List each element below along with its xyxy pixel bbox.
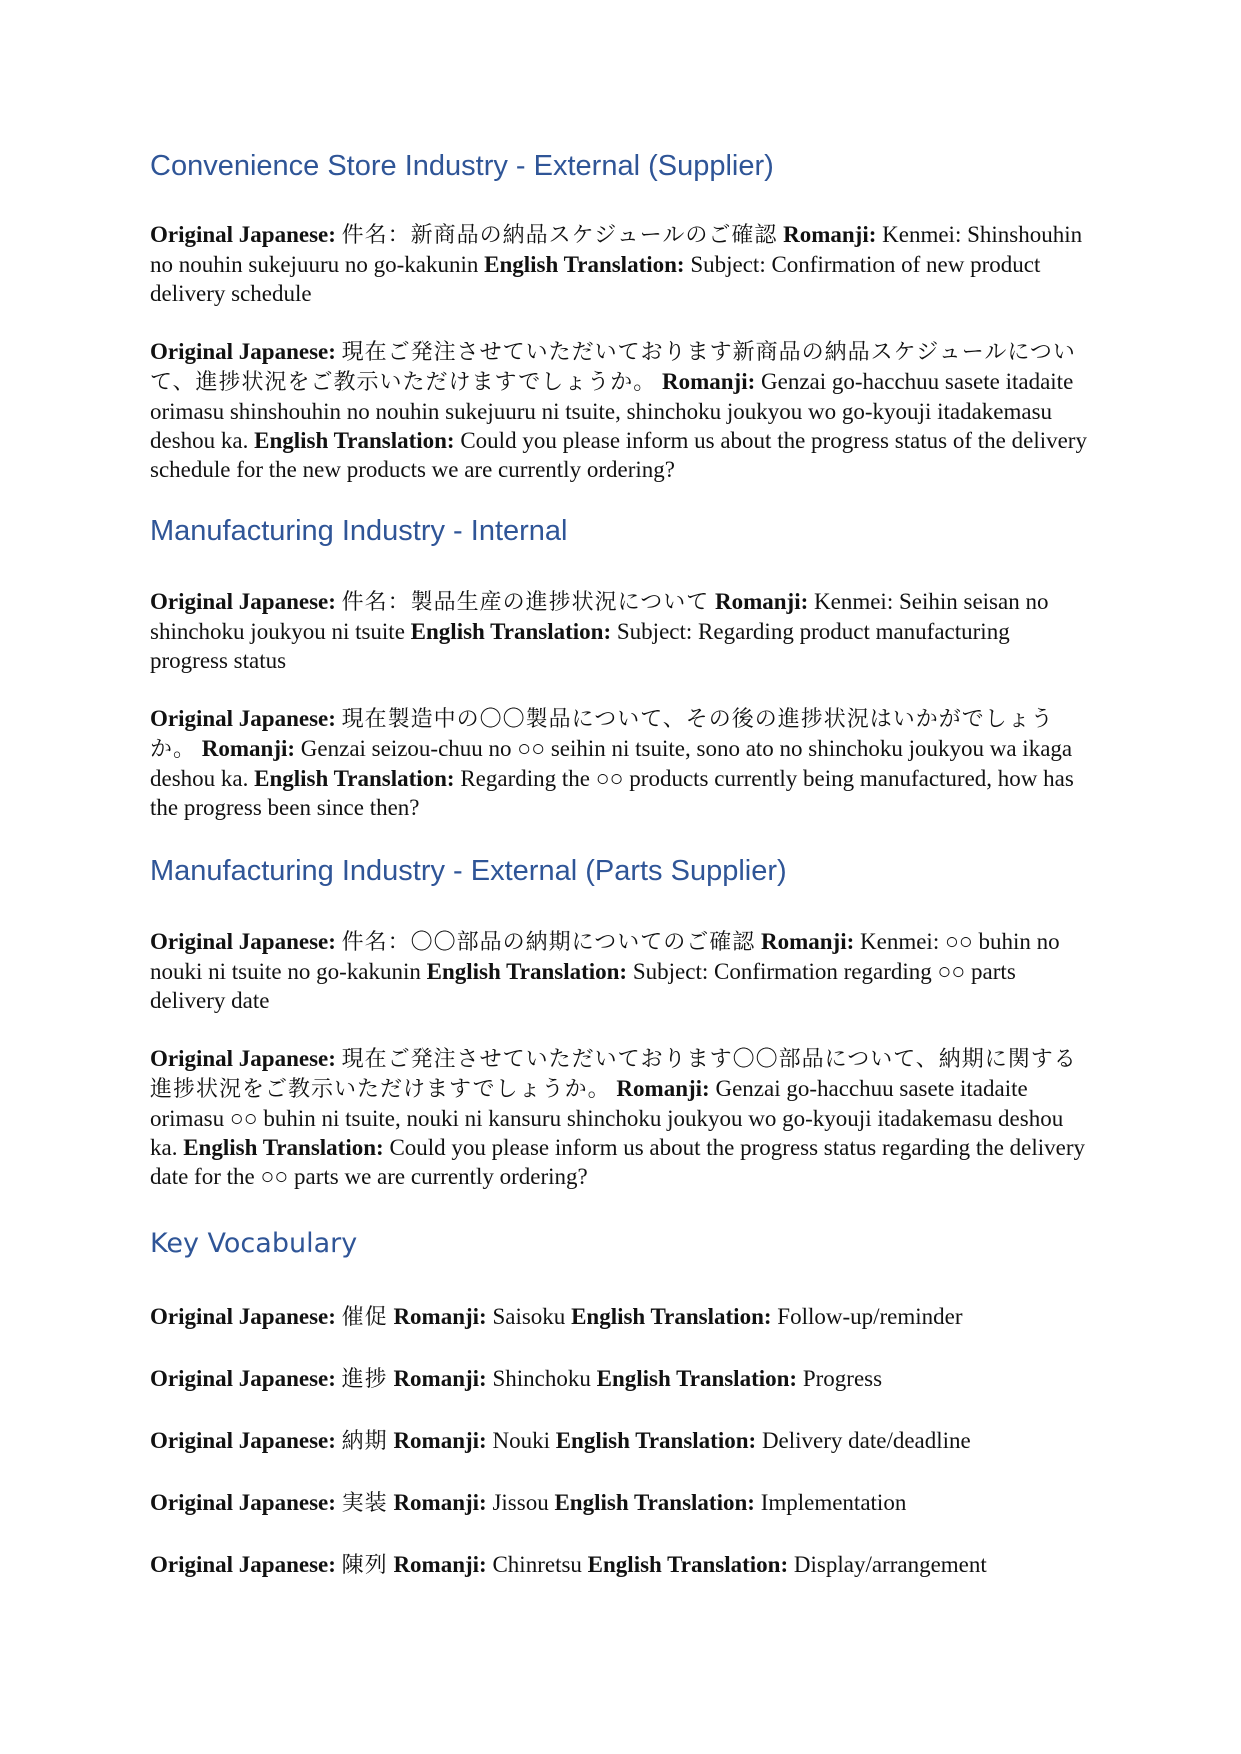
english-text: Regarding the ○○ products currently being manufactured, how has the progress been since then? bbox=[150, 766, 1074, 820]
english-text: Implementation bbox=[760, 1490, 907, 1515]
vocab-entry bbox=[150, 1364, 1090, 1394]
original-label: Original Japanese: bbox=[150, 1490, 336, 1515]
romanji-label: Romanji: bbox=[783, 222, 877, 247]
japanese-text: 件名：製品生産の進捗状況について bbox=[341, 590, 710, 615]
romanji-text: Genzai seizou-chuu no ○○ seihin ni tsuite, sono ato no shinchoku joukyou wa ikaga deshou ka. bbox=[150, 736, 1073, 791]
english-text: Display/arrangement bbox=[793, 1552, 987, 1577]
romanji-label: Romanji: bbox=[714, 589, 809, 614]
english-text: Could you please inform us about the progress status of the delivery schedule for the new products we are currently ordering? bbox=[150, 428, 1087, 482]
english-text: Delivery date/deadline bbox=[761, 1428, 971, 1453]
original-label: Original Japanese: bbox=[150, 339, 336, 364]
original-label: Original Japanese: bbox=[150, 1046, 336, 1071]
original-label: Original Japanese: bbox=[150, 1366, 336, 1391]
romanji-text: Kenmei: Shinshouhin no nouhin sukejuuru no go-kakunin bbox=[150, 222, 1083, 277]
phrase-entry bbox=[150, 927, 1090, 1015]
romanji-text: Saisoku bbox=[492, 1304, 566, 1329]
romanji-text: Jissou bbox=[492, 1490, 549, 1515]
japanese-text: 件名：〇〇部品の納期についてのご確認 bbox=[341, 930, 756, 955]
japanese-text: 催促 bbox=[341, 1305, 388, 1330]
original-label: Original Japanese: bbox=[150, 706, 336, 731]
phrase-entry bbox=[150, 220, 1090, 308]
romanji-label: Romanji: bbox=[201, 736, 296, 761]
romanji-text: Kenmei: ○○ buhin no nouki ni tsuite no go-kakunin bbox=[150, 929, 1060, 984]
english-text: Follow-up/reminder bbox=[777, 1304, 963, 1329]
original-label: Original Japanese: bbox=[150, 222, 336, 247]
romanji-text: Genzai go-hacchuu sasete itadaite orimasu ○○ buhin ni tsuite, nouki ni kansuru shinchoku joukyou wo go-kyouji itadakemasu deshou ka. bbox=[150, 1076, 1064, 1160]
romanji-label: Romanji: bbox=[393, 1366, 487, 1391]
english-text: Progress bbox=[802, 1366, 883, 1391]
english-text: Subject: Confirmation regarding ○○ parts delivery date bbox=[150, 959, 1016, 1013]
romanji-text: Nouki bbox=[492, 1428, 550, 1453]
romanji-text: Shinchoku bbox=[492, 1366, 591, 1391]
original-label: Original Japanese: bbox=[150, 589, 336, 614]
romanji-text: Genzai go-hacchuu sasete itadaite orimasu shinshouhin no nouhin sukejuuru ni tsuite, shinchoku joukyou wo go-kyouji itadakemasu deshou ka. bbox=[150, 369, 1074, 453]
romanji-label: Romanji: bbox=[393, 1490, 487, 1515]
phrase-entry bbox=[150, 587, 1090, 675]
romanji-label: Romanji: bbox=[616, 1076, 710, 1101]
original-label: Original Japanese: bbox=[150, 1552, 336, 1577]
section-heading: Key Vocabulary bbox=[150, 1228, 358, 1259]
section-heading: Convenience Store Industry - External (Supplier) bbox=[150, 150, 774, 182]
vocab-entry bbox=[150, 1550, 1090, 1580]
romanji-label: Romanji: bbox=[661, 369, 756, 394]
english-text: Subject: Regarding product manufacturing progress status bbox=[150, 619, 1010, 673]
english-label: English Translation: bbox=[587, 1552, 789, 1577]
original-label: Original Japanese: bbox=[150, 1304, 336, 1329]
japanese-text: 現在ご発注させていただいております新商品の納品スケジュールについて、進捗状況をご教示いただけますでしょうか。 bbox=[150, 340, 1076, 395]
romanji-label: Romanji: bbox=[393, 1428, 487, 1453]
romanji-label: Romanji: bbox=[760, 929, 855, 954]
english-label: English Translation: bbox=[254, 766, 455, 791]
japanese-text: 進捗 bbox=[341, 1367, 388, 1392]
english-label: English Translation: bbox=[426, 959, 628, 984]
english-label: English Translation: bbox=[571, 1304, 772, 1329]
section-heading: Manufacturing Industry - Internal bbox=[150, 515, 568, 547]
japanese-text: 現在ご発注させていただいております〇〇部品について、納期に関する進捗状況をご教示いただけますでしょうか。 bbox=[150, 1047, 1077, 1102]
phrase-entry bbox=[150, 1044, 1090, 1191]
romanji-text: Chinretsu bbox=[492, 1552, 582, 1577]
japanese-text: 納期 bbox=[341, 1429, 388, 1454]
english-label: English Translation: bbox=[254, 428, 455, 453]
phrase-entry bbox=[150, 337, 1090, 484]
english-label: English Translation: bbox=[554, 1490, 755, 1515]
romanji-label: Romanji: bbox=[393, 1304, 487, 1329]
japanese-text: 陳列 bbox=[341, 1553, 388, 1578]
original-label: Original Japanese: bbox=[150, 1428, 336, 1453]
english-label: English Translation: bbox=[555, 1428, 757, 1453]
romanji-label: Romanji: bbox=[393, 1552, 487, 1577]
english-label: English Translation: bbox=[484, 252, 685, 277]
english-label: English Translation: bbox=[596, 1366, 798, 1391]
romanji-text: Kenmei: Seihin seisan no shinchoku joukyou ni tsuite bbox=[150, 589, 1049, 644]
original-label: Original Japanese: bbox=[150, 929, 336, 954]
vocab-entry bbox=[150, 1426, 1090, 1456]
phrase-entry bbox=[150, 704, 1090, 822]
english-label: English Translation: bbox=[410, 619, 612, 644]
vocab-entry bbox=[150, 1488, 1090, 1518]
english-text: Could you please inform us about the progress status regarding the delivery date for the ○○ parts we are currently ordering? bbox=[150, 1135, 1086, 1189]
japanese-text: 現在製造中の〇〇製品について、その後の進捗状況はいかがでしょうか。 bbox=[150, 707, 1054, 762]
japanese-text: 実装 bbox=[341, 1491, 388, 1516]
vocab-entry bbox=[150, 1302, 1090, 1332]
japanese-text: 件名：新商品の納品スケジュールのご確認 bbox=[341, 223, 778, 248]
english-label: English Translation: bbox=[183, 1135, 384, 1160]
english-text: Subject: Confirmation of new product delivery schedule bbox=[150, 252, 1041, 306]
section-heading: Manufacturing Industry - External (Parts Supplier) bbox=[150, 855, 787, 887]
